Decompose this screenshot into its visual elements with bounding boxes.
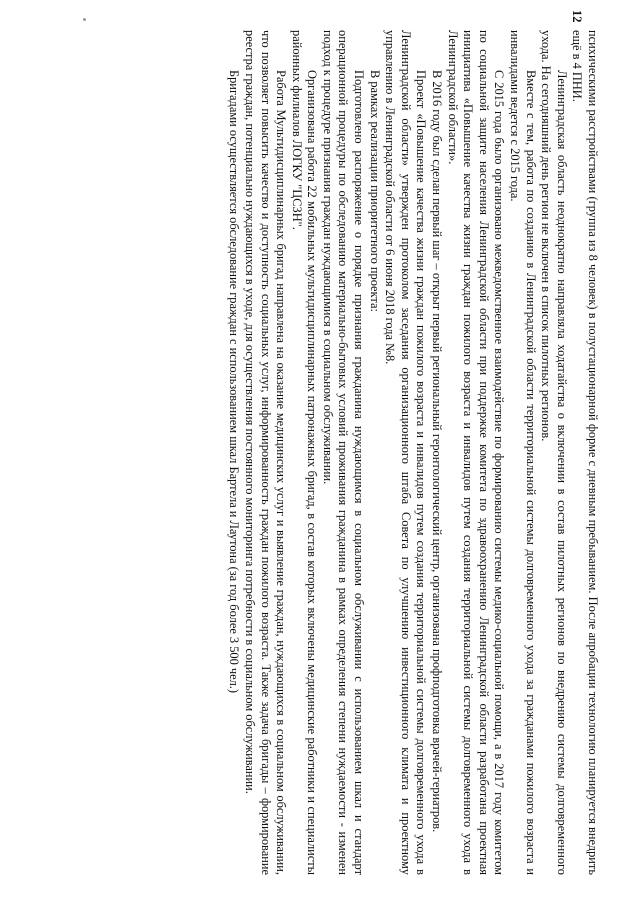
paragraph-5: В 2016 году был сделан первый шаг – открыт первый региональный геронтологический центр, организована профподготовка врачей-гериатров. <box>430 70 445 833</box>
paragraph-9: Организована работа 22 мобильных мультидисциплинарных патронажных бригад, в состав которых включены медицинские работники и специалисты районных филиалов ЛОГКУ "ЦСЗН". <box>289 30 320 875</box>
paragraph-6: Проект «Повышение качества жизни граждан пожилого возраста и инвалидов путем создания территориальной системы долговременного ухода в Ленинградской области» утвержден протоколом заседания организационного штаба Совета по улучшению инвестиционного климата и проектному управлению в Ленинградской области от 6 июня 2018 года №8. <box>383 30 429 875</box>
page-number: 12 <box>570 10 584 23</box>
paragraph-8: Подготовлено распоряжение о порядке признания гражданина нуждающимся в социальном обслуживании с использованием шкал и стандарт операционной процедуры по обследованию материально-бытовых условий проживания гражданина в рамках определения степени нуждаемости - изменен подход к процедуре признания граждан нуждающимися в социальном обслуживании. <box>320 30 367 875</box>
scan-speck <box>83 18 86 21</box>
paragraph-1: психическими расстройствами (группа из 8 человек) в полустационарной форме с дневным пребыванием. После апробации технологию планируется внедрить ещё в 4 ПНИ. <box>570 30 600 875</box>
paragraph-4: С 2015 года было организовано межведомственное взаимодействие по формированию системы медико-социальной помощи, а в 2017 году комитетом по социальной защите населения Ленинградской области при поддержке комитета по здравоохранению Ленинградской области разработана проектная инициатива «Повышение качества жизни граждан пожилого возраста и инвалидов путем создания территориальной системы долговременного ухода в Ленинградской области». <box>445 30 507 875</box>
document-text <box>40 30 600 875</box>
paragraph-7: В рамках реализации приоритетного проекта: <box>367 70 382 312</box>
paragraph-10: Работа Мультидисциплинарных бригад направлена на оказание медицинских услуг и выявление граждан, нуждающихся в социальном обслуживании, что позволяет повысить качество и доступность социальных услуг, информированность граждан пожилого возраста. Также задача бригады – формирование реестра граждан, потенциально нуждающихся в уходе, для осуществления постоянного мониторинга потребности в социальном обслуживании. <box>242 30 289 875</box>
rotated-content <box>40 30 600 885</box>
paragraph-11: Бригадами осуществляется обследование граждан с использованием шкал Бартела и Лаутона (за год более 3 500 чел.) <box>227 70 242 694</box>
paragraph-2: Ленинградская область неоднократно направляла ходатайства о включении в состав пилотных регионов по внедрению системы долговременного ухода. На сегодняшний день регион не включен в список пилотных регионов. <box>539 30 569 875</box>
paragraph-3: Вместе с тем, работа по созданию в Ленинградской области территориальной системы долговременного ухода за гражданами пожилого возраста и инвалидами ведется с 2015 года. <box>508 30 538 875</box>
